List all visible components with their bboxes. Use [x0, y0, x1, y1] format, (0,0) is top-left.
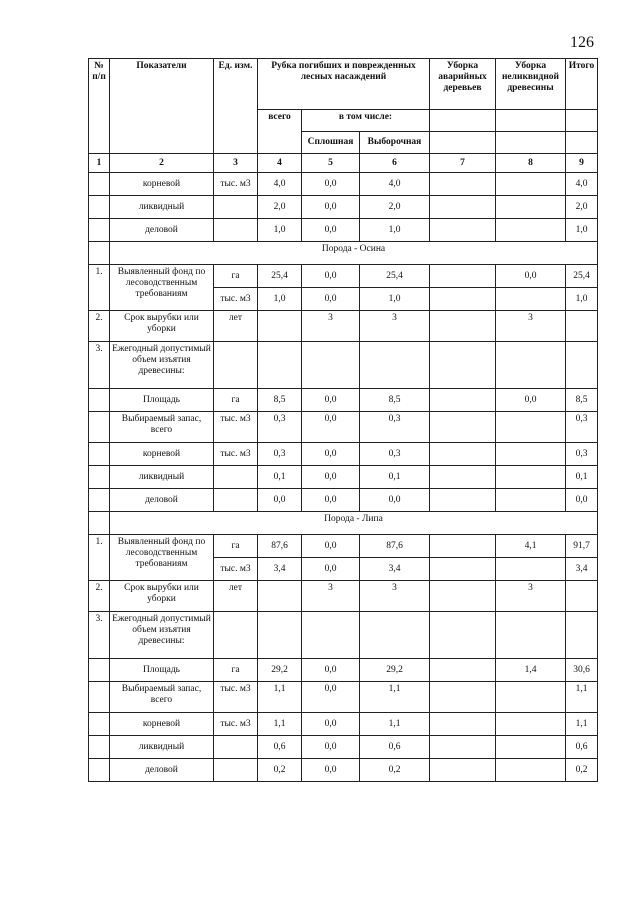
indicator-cell: Срок вырубки или уборки: [110, 581, 214, 612]
indicator-cell: Выбираемый запас, всего: [110, 682, 214, 713]
value-cell: [496, 466, 566, 489]
unit-cell: [214, 736, 258, 759]
value-cell: 0,0: [302, 682, 360, 713]
unit-cell: лет: [214, 311, 258, 342]
table-row: [89, 713, 598, 736]
num-cell: [89, 659, 110, 682]
value-cell: 0,3: [566, 412, 598, 443]
unit-cell: тыс. м3: [214, 412, 258, 443]
value-cell: 1,0: [360, 288, 430, 311]
value-cell: 0,0: [302, 558, 360, 581]
column-number: 1: [89, 154, 110, 173]
value-cell: [258, 581, 302, 612]
value-cell: 87,6: [360, 535, 430, 558]
value-cell: [258, 342, 302, 389]
value-cell: [496, 443, 566, 466]
indicator-cell: Ежегодный допустимый объем изъятия древесины:: [110, 342, 214, 389]
value-cell: 0,6: [258, 736, 302, 759]
unit-cell: тыс. м3: [214, 682, 258, 713]
value-cell: [496, 682, 566, 713]
value-cell: [258, 311, 302, 342]
table-row: [89, 265, 598, 288]
section-title: Порода - Осина: [110, 242, 598, 265]
value-cell: [258, 612, 302, 659]
header-selective: Выборочная: [360, 132, 430, 154]
num-cell: [89, 219, 110, 242]
num-cell: [89, 412, 110, 443]
value-cell: [496, 412, 566, 443]
value-cell: 0,0: [302, 466, 360, 489]
table-row: [89, 659, 598, 682]
indicator-cell: корневой: [110, 443, 214, 466]
unit-cell: лет: [214, 581, 258, 612]
value-cell: [496, 489, 566, 512]
value-cell: [360, 612, 430, 659]
value-cell: [430, 581, 496, 612]
num-cell: [89, 736, 110, 759]
value-cell: 3: [496, 581, 566, 612]
value-cell: 87,6: [258, 535, 302, 558]
value-cell: [430, 342, 496, 389]
value-cell: [496, 288, 566, 311]
value-cell: 4,0: [566, 173, 598, 196]
value-cell: 1,0: [258, 288, 302, 311]
value-cell: 4,1: [496, 535, 566, 558]
value-cell: 0,6: [566, 736, 598, 759]
value-cell: 0,3: [258, 412, 302, 443]
page-number: 126: [570, 34, 594, 51]
unit-cell: га: [214, 389, 258, 412]
num-cell: [89, 713, 110, 736]
section-title-row: [89, 512, 598, 535]
value-cell: 25,4: [566, 265, 598, 288]
num-cell: [89, 682, 110, 713]
header-empty-cell: [566, 132, 598, 154]
header-num: № п/п: [89, 59, 110, 154]
unit-cell: [214, 196, 258, 219]
value-cell: 1,1: [566, 682, 598, 713]
num-cell: [89, 443, 110, 466]
value-cell: 1,0: [258, 219, 302, 242]
value-cell: [496, 342, 566, 389]
value-cell: 0,2: [258, 759, 302, 782]
section-title-row: [89, 242, 598, 265]
value-cell: 1,1: [566, 713, 598, 736]
value-cell: 3: [302, 581, 360, 612]
table-row: [89, 196, 598, 219]
value-cell: [430, 265, 496, 288]
num-cell: 1.: [89, 265, 110, 311]
value-cell: 0,0: [302, 389, 360, 412]
indicator-cell: Выявленный фонд по лесоводственным требованиям: [110, 265, 214, 311]
value-cell: 0,0: [302, 535, 360, 558]
table-row: [89, 219, 598, 242]
table-row: [89, 612, 598, 659]
column-numbers-row: [89, 154, 598, 173]
value-cell: 0,0: [302, 759, 360, 782]
value-cell: 29,2: [258, 659, 302, 682]
value-cell: 1,0: [566, 219, 598, 242]
header-all: всего: [258, 110, 302, 154]
table-row: [89, 535, 598, 558]
unit-cell: тыс. м3: [214, 713, 258, 736]
header-total: Итого: [566, 59, 598, 110]
value-cell: [430, 489, 496, 512]
table-row: [89, 173, 598, 196]
num-cell: [89, 242, 110, 265]
value-cell: [430, 466, 496, 489]
unit-cell: [214, 489, 258, 512]
unit-cell: га: [214, 535, 258, 558]
value-cell: [430, 558, 496, 581]
indicator-cell: ликвидный: [110, 736, 214, 759]
column-number: 9: [566, 154, 598, 173]
value-cell: [214, 612, 258, 659]
value-cell: 0,1: [566, 466, 598, 489]
indicator-cell: ликвидный: [110, 196, 214, 219]
value-cell: [566, 581, 598, 612]
table-row: [89, 759, 598, 782]
column-number: 7: [430, 154, 496, 173]
indicator-cell: деловой: [110, 489, 214, 512]
value-cell: [496, 759, 566, 782]
column-number: 8: [496, 154, 566, 173]
table-row: [89, 489, 598, 512]
header-clear: Сплошная: [302, 132, 360, 154]
value-cell: [430, 389, 496, 412]
value-cell: 0,3: [360, 443, 430, 466]
value-cell: 0,0: [496, 265, 566, 288]
table-row: [89, 581, 598, 612]
value-cell: [430, 713, 496, 736]
column-number: 4: [258, 154, 302, 173]
indicator-cell: Площадь: [110, 659, 214, 682]
value-cell: 0,0: [360, 489, 430, 512]
value-cell: [566, 612, 598, 659]
value-cell: 0,3: [360, 412, 430, 443]
value-cell: 1,0: [360, 219, 430, 242]
value-cell: 25,4: [360, 265, 430, 288]
unit-cell: тыс. м3: [214, 173, 258, 196]
value-cell: [214, 342, 258, 389]
value-cell: 30,6: [566, 659, 598, 682]
value-cell: 0,1: [360, 466, 430, 489]
value-cell: 0,0: [302, 173, 360, 196]
header-illiquid: Уборка неликвидной древесины: [496, 59, 566, 110]
value-cell: 3,4: [360, 558, 430, 581]
table-row: [89, 311, 598, 342]
header-empty-cell: [430, 110, 496, 132]
num-cell: [89, 196, 110, 219]
value-cell: 0,6: [360, 736, 430, 759]
value-cell: 0,3: [258, 443, 302, 466]
value-cell: 1,1: [360, 682, 430, 713]
value-cell: [302, 342, 360, 389]
num-cell: 3.: [89, 342, 110, 389]
header-unit: Ед. изм.: [214, 59, 258, 154]
num-cell: [89, 489, 110, 512]
value-cell: 8,5: [360, 389, 430, 412]
value-cell: [430, 682, 496, 713]
value-cell: 25,4: [258, 265, 302, 288]
num-cell: [89, 173, 110, 196]
value-cell: 0,2: [566, 759, 598, 782]
header-indicators: Показатели: [110, 59, 214, 154]
value-cell: 0,0: [302, 219, 360, 242]
unit-cell: тыс. м3: [214, 558, 258, 581]
num-cell: 3.: [89, 612, 110, 659]
column-number: 5: [302, 154, 360, 173]
unit-cell: [214, 219, 258, 242]
value-cell: [430, 612, 496, 659]
value-cell: [360, 342, 430, 389]
value-cell: 0,0: [302, 412, 360, 443]
table-row: [89, 466, 598, 489]
header-felling: Рубка погибших и поврежденных лесных насаждений: [258, 59, 430, 110]
num-cell: [89, 389, 110, 412]
value-cell: 3: [360, 581, 430, 612]
indicator-cell: деловой: [110, 759, 214, 782]
value-cell: 8,5: [566, 389, 598, 412]
value-cell: [430, 736, 496, 759]
indicator-cell: Ежегодный допустимый объем изъятия древесины:: [110, 612, 214, 659]
value-cell: [430, 443, 496, 466]
value-cell: 91,7: [566, 535, 598, 558]
unit-cell: тыс. м3: [214, 288, 258, 311]
value-cell: 2,0: [258, 196, 302, 219]
value-cell: 1,0: [566, 288, 598, 311]
value-cell: 2,0: [566, 196, 598, 219]
value-cell: 3,4: [566, 558, 598, 581]
value-cell: 1,4: [496, 659, 566, 682]
value-cell: [430, 535, 496, 558]
num-cell: [89, 512, 110, 535]
value-cell: 0,0: [302, 196, 360, 219]
indicator-cell: Выбираемый запас, всего: [110, 412, 214, 443]
value-cell: 0,0: [302, 443, 360, 466]
table-row: [89, 412, 598, 443]
value-cell: [430, 659, 496, 682]
value-cell: 0,0: [302, 736, 360, 759]
column-number: 2: [110, 154, 214, 173]
value-cell: 4,0: [360, 173, 430, 196]
value-cell: [430, 412, 496, 443]
value-cell: 0,0: [302, 288, 360, 311]
unit-cell: тыс. м3: [214, 443, 258, 466]
num-cell: [89, 466, 110, 489]
num-cell: [89, 759, 110, 782]
value-cell: [496, 713, 566, 736]
value-cell: 8,5: [258, 389, 302, 412]
value-cell: 0,0: [496, 389, 566, 412]
indicator-cell: корневой: [110, 713, 214, 736]
value-cell: 0,3: [566, 443, 598, 466]
value-cell: 3,4: [258, 558, 302, 581]
value-cell: 0,0: [302, 659, 360, 682]
value-cell: [430, 759, 496, 782]
header-empty-cell: [566, 110, 598, 132]
value-cell: 4,0: [258, 173, 302, 196]
table-row: [89, 443, 598, 466]
value-cell: [302, 612, 360, 659]
column-number: 6: [360, 154, 430, 173]
value-cell: [430, 288, 496, 311]
header-empty-cell: [430, 132, 496, 154]
table-row: [89, 342, 598, 389]
header-empty-cell: [496, 110, 566, 132]
value-cell: [430, 196, 496, 219]
unit-cell: га: [214, 265, 258, 288]
value-cell: 0,0: [302, 713, 360, 736]
value-cell: [496, 736, 566, 759]
section-title: Порода - Липа: [110, 512, 598, 535]
column-number: 3: [214, 154, 258, 173]
value-cell: [566, 311, 598, 342]
value-cell: [496, 196, 566, 219]
value-cell: 3: [360, 311, 430, 342]
value-cell: 0,0: [566, 489, 598, 512]
indicator-cell: ликвидный: [110, 466, 214, 489]
unit-cell: га: [214, 659, 258, 682]
indicator-cell: Срок вырубки или уборки: [110, 311, 214, 342]
value-cell: 2,0: [360, 196, 430, 219]
header-including: в том числе:: [302, 110, 430, 132]
header-empty-cell: [496, 132, 566, 154]
value-cell: [566, 342, 598, 389]
value-cell: [430, 311, 496, 342]
header-row: [89, 59, 598, 110]
value-cell: 0,1: [258, 466, 302, 489]
num-cell: 1.: [89, 535, 110, 581]
header-emergency: Уборка аварийных деревьев: [430, 59, 496, 110]
value-cell: 1,1: [258, 682, 302, 713]
table-row: [89, 736, 598, 759]
value-cell: 1,1: [258, 713, 302, 736]
unit-cell: [214, 466, 258, 489]
value-cell: 29,2: [360, 659, 430, 682]
value-cell: [496, 612, 566, 659]
value-cell: [496, 219, 566, 242]
indicator-cell: корневой: [110, 173, 214, 196]
indicator-cell: Площадь: [110, 389, 214, 412]
num-cell: 2.: [89, 311, 110, 342]
value-cell: [430, 173, 496, 196]
indicator-cell: Выявленный фонд по лесоводственным требованиям: [110, 535, 214, 581]
table-row: [89, 682, 598, 713]
value-cell: 3: [302, 311, 360, 342]
unit-cell: [214, 759, 258, 782]
value-cell: [496, 173, 566, 196]
value-cell: 0,0: [302, 489, 360, 512]
value-cell: 1,1: [360, 713, 430, 736]
indicator-cell: деловой: [110, 219, 214, 242]
value-cell: [496, 558, 566, 581]
num-cell: 2.: [89, 581, 110, 612]
value-cell: [430, 219, 496, 242]
value-cell: 0,0: [302, 265, 360, 288]
table-row: [89, 389, 598, 412]
value-cell: 3: [496, 311, 566, 342]
value-cell: 0,2: [360, 759, 430, 782]
forest-table: [88, 58, 598, 782]
value-cell: 0,0: [258, 489, 302, 512]
